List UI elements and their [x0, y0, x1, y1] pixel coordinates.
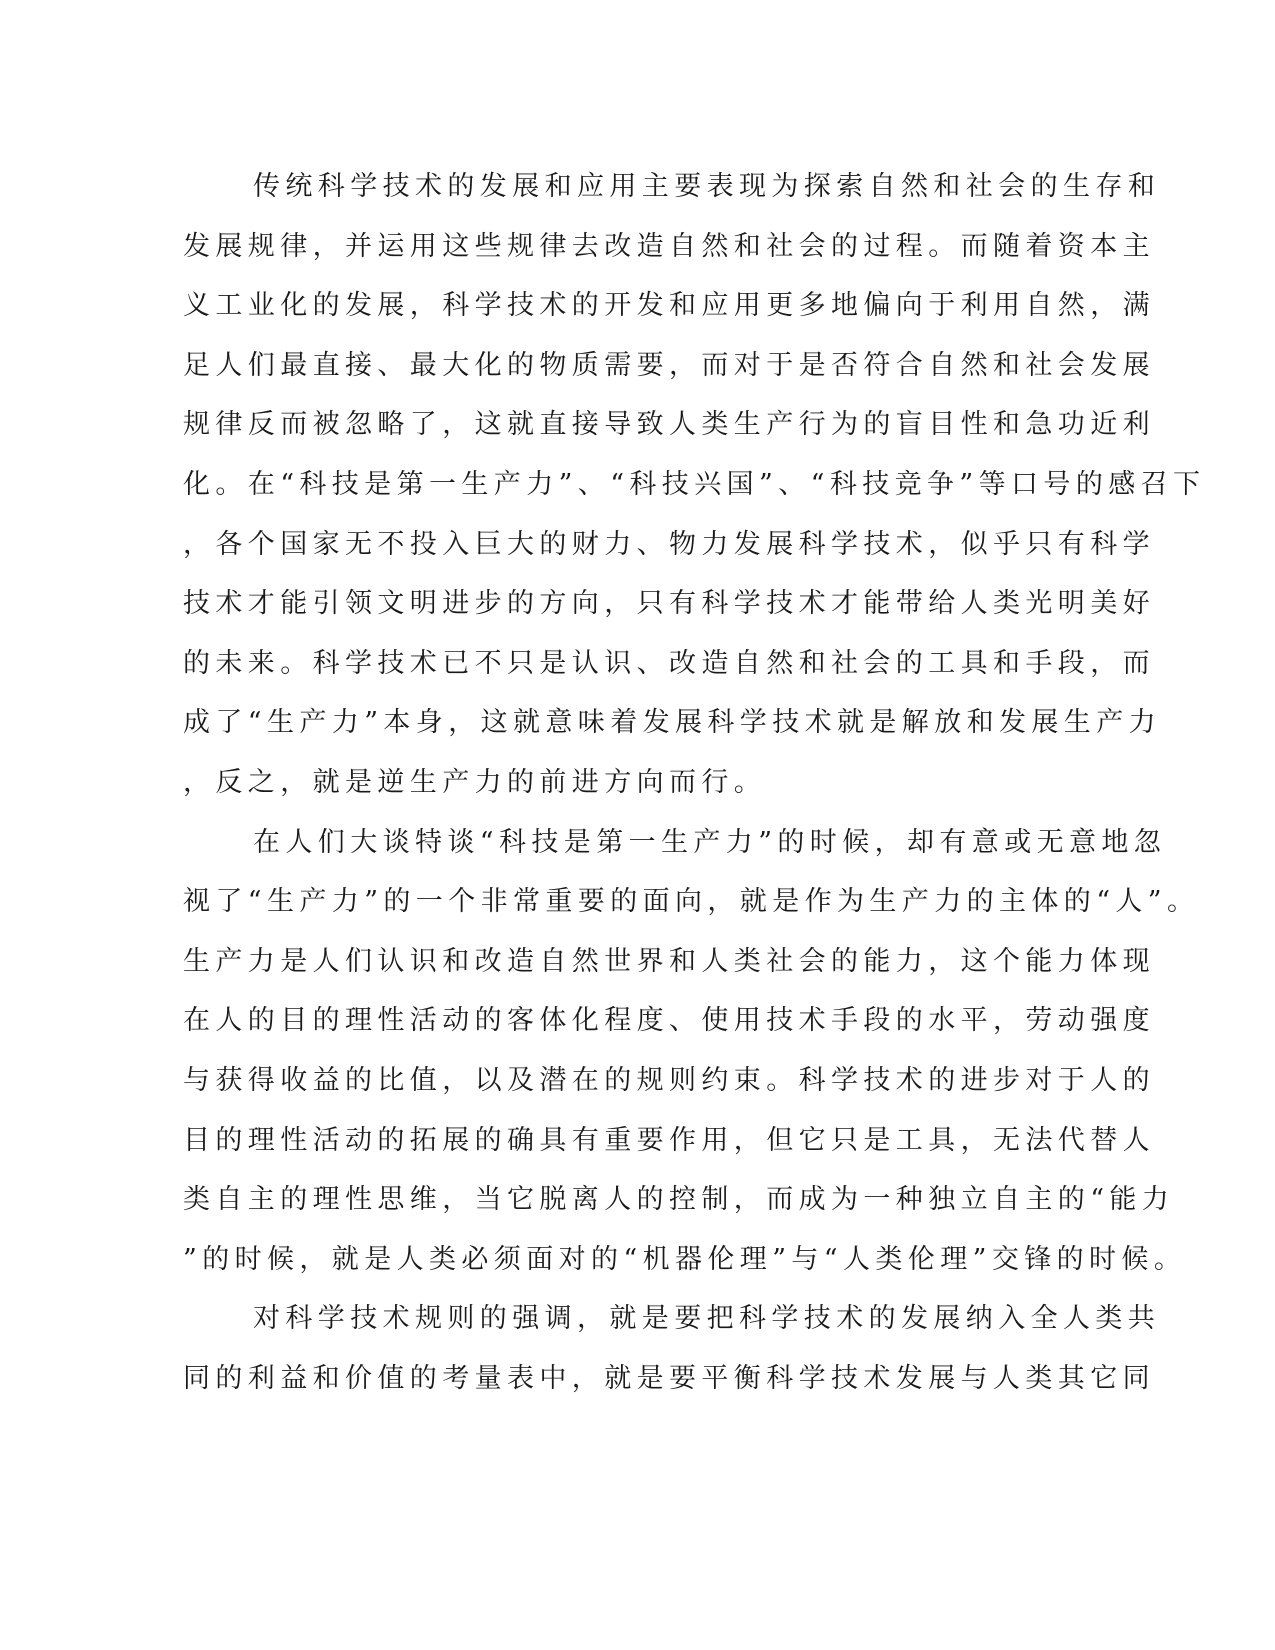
text-line: 类自主的理性思维，当它脱离人的控制，而成为一种独立自主的“能力 — [183, 1184, 1175, 1216]
text-line: 成了“生产力”本身，这就意味着发展科学技术就是解放和发展生产力 — [183, 707, 1162, 739]
text-line: 发展规律，并运用这些规律去改造自然和社会的过程。而随着资本主 — [183, 230, 1155, 262]
text-line: 视了“生产力”的一个非常重要的面向，就是作为生产力的主体的“人”。 — [183, 886, 1200, 918]
text-line: 同的利益和价值的考量表中，就是要平衡科学技术发展与人类其它同 — [183, 1362, 1155, 1394]
text-line: 在人们大谈特谈“科技是第一生产力”的时候，却有意或无意地忽 — [253, 826, 1167, 858]
text-line: 与获得收益的比值，以及潜在的规则约束。科学技术的进步对于人的 — [183, 1064, 1155, 1096]
text-line: 义工业化的发展，科学技术的开发和应用更多地偏向于利用自然，满 — [183, 290, 1155, 322]
paragraph-1 — [183, 157, 1206, 813]
text-line: ”的时候，就是人类必须面对的“机器伦理”与“人类伦理”交锋的时候。 — [183, 1243, 1187, 1275]
document-body — [183, 157, 1206, 1408]
text-line: 足人们最直接、最大化的物质需要，而对于是否符合自然和社会发展 — [183, 349, 1155, 381]
paragraph-3 — [183, 1289, 1161, 1408]
text-line: 技术才能引领文明进步的方向，只有科学技术才能带给人类光明美好 — [183, 588, 1155, 620]
text-line: 生产力是人们认识和改造自然世界和人类社会的能力，这个能力体现 — [183, 945, 1155, 977]
text-line: ，反之，就是逆生产力的前进方向而行。 — [183, 766, 767, 798]
text-line: 对科学技术规则的强调，就是要把科学技术的发展纳入全人类共 — [253, 1303, 1161, 1335]
text-line: ，各个国家无不投入巨大的财力、物力发展科学技术，似乎只有科学 — [183, 528, 1155, 560]
paragraph-2 — [183, 813, 1200, 1290]
text-line: 规律反而被忽略了，这就直接导致人类生产行为的盲目性和急功近利 — [183, 409, 1155, 441]
text-line: 目的理性活动的拓展的确具有重要作用，但它只是工具，无法代替人 — [183, 1124, 1155, 1156]
text-line: 的未来。科学技术已不只是认识、改造自然和社会的工具和手段，而 — [183, 647, 1155, 679]
text-line: 化。在“科技是第一生产力”、“科技兴国”、“科技竞争”等口号的感召下 — [183, 468, 1206, 500]
text-line: 传统科学技术的发展和应用主要表现为探索自然和社会的生存和 — [253, 171, 1161, 202]
text-line: 在人的目的理性活动的客体化程度、使用技术手段的水平，劳动强度 — [183, 1005, 1155, 1037]
